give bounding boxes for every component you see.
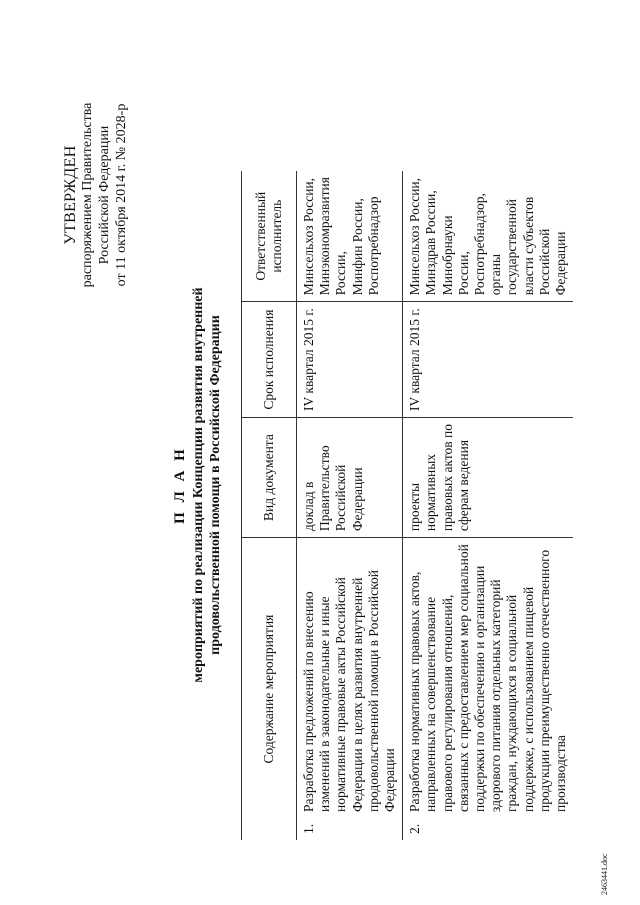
approval-date-line: от 11 октября 2014 г. № 2028-р (114, 103, 129, 287)
responsible-line: власти субъектов (520, 196, 536, 296)
responsible-line: органы (488, 253, 504, 296)
header-content: Содержание мероприятия (242, 538, 297, 840)
content-line: продовольственной помощи в Российской (365, 570, 381, 812)
header-deadline: Срок исполнения (242, 302, 297, 418)
deadline-text: IV квартал 2015 г. (407, 308, 423, 411)
content-line: производства (553, 735, 569, 812)
table-row (403, 171, 574, 840)
approval-title: УТВЕРЖДЕН (62, 145, 79, 245)
responsible-line: Минэкономразвития (317, 177, 333, 296)
doc_type-line: проекты (407, 482, 423, 532)
content-line: поддержке, с использованием пищевой (520, 586, 536, 812)
cell-deadline (403, 302, 574, 418)
plan-subtitle: мероприятий по реализации Концепции развития внутренней (191, 287, 206, 683)
content-line: правового регулирования отношений, (439, 594, 455, 812)
cell-deadline (297, 302, 403, 418)
content-line: нормативные правовые акты Российской (333, 577, 349, 812)
header-doc-type: Вид документа (242, 417, 297, 537)
content-line: изменений в законодательные и иные (317, 596, 333, 812)
responsible-line: Минфин России, (349, 198, 365, 296)
cell-doc-type (297, 417, 403, 537)
cell-doc-type (403, 417, 574, 537)
doc_type-line: сферам ведения (455, 439, 471, 532)
content-line: направленных на совершенствование (423, 596, 439, 812)
plan-subtitle: продовольственной помощи в Российской Федерации (208, 315, 223, 655)
doc_type-line: Российской (333, 464, 349, 532)
plan-title-block (170, 215, 224, 755)
header-responsible-line: исполнитель (269, 199, 284, 273)
content-line: Разработка предложений по внесению (301, 591, 316, 812)
responsible-line: России, (455, 251, 471, 296)
responsible-line: Минсельхоз России, (301, 177, 316, 296)
content-line: поддержки по обеспечению и организации (472, 565, 488, 812)
doc_type-line: нормативных (423, 453, 439, 532)
responsible-line: Российской (536, 228, 552, 296)
cell-content (403, 538, 574, 840)
content-line: связанных с предоставлением мер социальной (455, 544, 471, 812)
approval-line: Российской Федерации (97, 125, 112, 265)
header-responsible-line: Ответственный (252, 191, 268, 281)
content-line: граждан, нуждающихся в социальной (504, 594, 520, 812)
file-name-label: 2463441.doc (600, 853, 609, 895)
measures-table (241, 171, 573, 840)
responsible-line: России, (333, 251, 349, 296)
table-header-row (242, 171, 297, 840)
responsible-line: Федерации (553, 231, 569, 296)
content-line: продукции преимущественно отечественного (536, 549, 552, 812)
header-responsible (242, 171, 297, 302)
responsible-line: Роспотребнадзор, (472, 193, 488, 296)
table-row (297, 171, 403, 840)
plan-heading: П Л А Н (172, 446, 188, 524)
cell-content (297, 538, 403, 840)
doc_type-line: правовых актов по (439, 423, 455, 532)
row-number: 1. (301, 823, 316, 834)
responsible-line: Роспотребнадзор (365, 196, 381, 296)
deadline-text: IV квартал 2015 г. (301, 308, 316, 411)
content-line: Федерации в целях развития внутренней (349, 577, 365, 812)
cell-responsible (297, 171, 403, 302)
content-line: Разработка нормативных правовых актов, (407, 571, 423, 812)
responsible-line: государственной (504, 199, 520, 296)
content-line: здорового питания отдельных категорий (488, 579, 504, 812)
approval-block (62, 45, 130, 345)
doc_type-line: доклад в (301, 481, 316, 532)
responsible-line: Минобрнауки (439, 215, 455, 296)
doc_type-line: Федерации (349, 467, 365, 532)
doc_type-line: Правительство (317, 445, 333, 532)
responsible-line: Минздрав России, (423, 190, 439, 296)
approval-line: распоряжением Правительства (80, 102, 95, 288)
row-number: 2. (407, 823, 423, 834)
responsible-line: Минсельхоз России, (407, 177, 423, 296)
content-line: Федерации (382, 748, 398, 812)
cell-responsible (403, 171, 574, 302)
